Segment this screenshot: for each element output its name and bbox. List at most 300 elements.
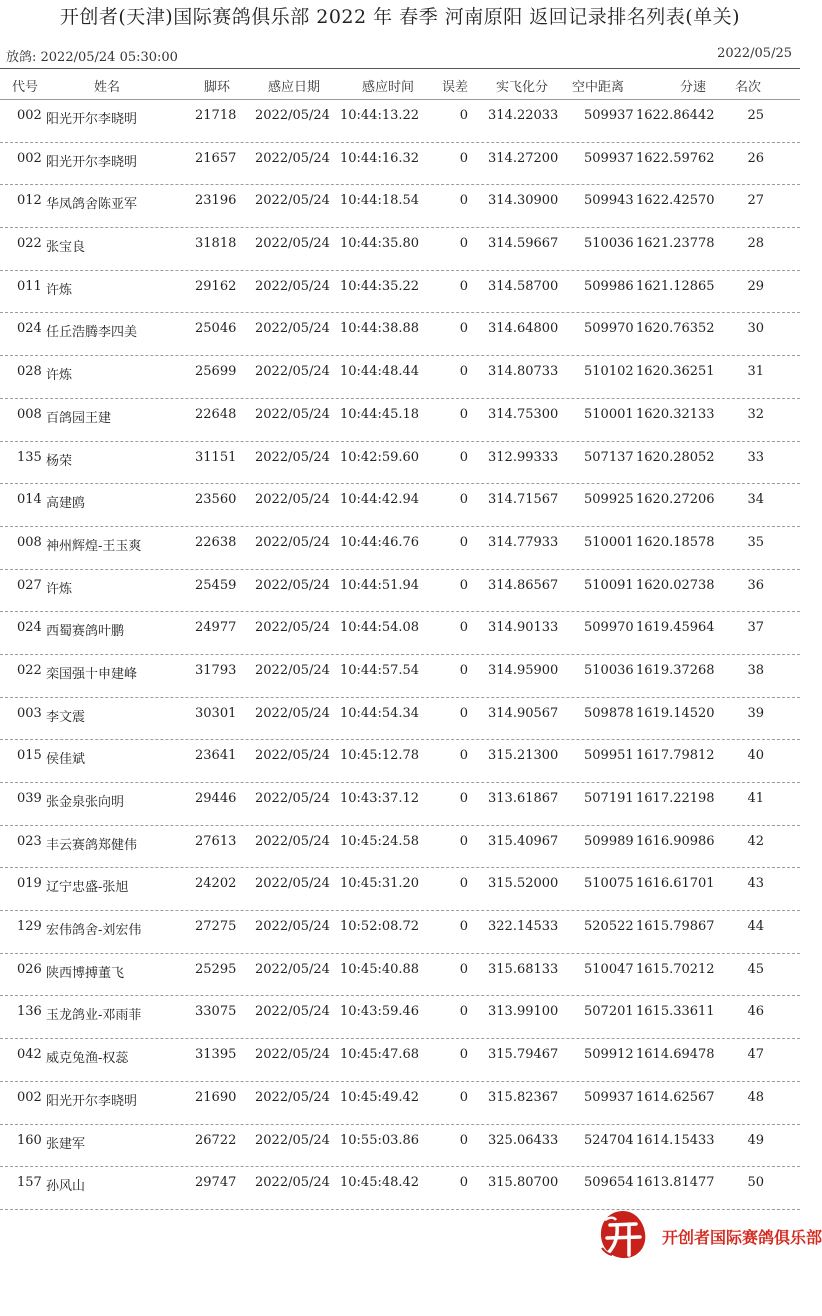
row-ring: 31151 (195, 449, 237, 465)
row-name: 张建军 (46, 1136, 86, 1152)
row-distance: 509654 (584, 1175, 634, 1191)
row-rank: 35 (747, 534, 764, 550)
row-name: 杨荣 (46, 453, 73, 469)
row-flight-minutes: 314.59667 (488, 236, 559, 252)
row-distance: 510001 (584, 406, 634, 422)
row-speed: 1617.22198 (636, 791, 715, 806)
row-distance: 510075 (584, 876, 634, 892)
row-name: 华凤鸽舍陈亚军 (46, 197, 138, 213)
row-time: 10:44:42.94 (340, 492, 420, 508)
row-ring: 25459 (195, 577, 237, 593)
row-distance: 510102 (584, 364, 634, 380)
row-error: 0 (459, 1004, 468, 1020)
row-date: 2022/05/24 (255, 236, 330, 252)
row-date: 2022/05/24 (255, 492, 330, 508)
row-distance: 520522 (584, 919, 634, 935)
row-speed: 1622.59762 (636, 150, 715, 166)
row-time: 10:44:54.34 (340, 705, 420, 721)
row-ring: 29747 (195, 1175, 237, 1191)
results-table-body (0, 100, 800, 1210)
column-header-time: 感应时间 (362, 80, 415, 95)
row-code: 002 (17, 150, 42, 166)
row-flight-minutes: 325.06433 (488, 1132, 559, 1148)
row-speed: 1619.37268 (636, 662, 715, 678)
row-name: 张宝良 (46, 240, 86, 256)
row-error: 0 (459, 236, 468, 252)
row-error: 0 (459, 534, 468, 550)
table-row (0, 484, 800, 527)
row-speed: 1620.36251 (636, 364, 715, 380)
row-ring: 27613 (195, 833, 237, 849)
row-date: 2022/05/24 (255, 577, 330, 593)
row-code: 157 (17, 1175, 42, 1191)
table-row (0, 356, 800, 399)
row-date: 2022/05/24 (255, 705, 330, 721)
row-speed: 1620.32133 (636, 406, 715, 422)
row-ring: 24202 (195, 876, 237, 892)
row-name: 许炼 (46, 581, 73, 597)
row-code: 022 (17, 236, 42, 252)
row-date: 2022/05/24 (255, 1175, 330, 1191)
row-ring: 23560 (195, 492, 237, 508)
row-code: 003 (17, 705, 42, 721)
row-name: 神州辉煌-王玉爽 (46, 538, 142, 554)
row-time: 10:44:46.76 (340, 534, 420, 550)
row-ring: 29162 (195, 278, 237, 294)
row-flight-minutes: 315.79467 (488, 1047, 559, 1063)
row-distance: 509970 (584, 321, 634, 337)
table-row (0, 185, 800, 228)
row-code: 160 (17, 1132, 42, 1148)
row-speed: 1614.15433 (636, 1132, 715, 1148)
row-distance: 509989 (584, 833, 634, 849)
row-rank: 49 (747, 1132, 764, 1148)
row-name: 栾国强十申建峰 (46, 666, 138, 682)
row-code: 026 (17, 961, 42, 977)
row-rank: 48 (747, 1089, 764, 1105)
row-ring: 21657 (195, 150, 237, 166)
row-date: 2022/05/24 (255, 1004, 330, 1020)
row-code: 028 (17, 364, 42, 380)
row-time: 10:44:16.32 (340, 150, 420, 166)
table-row (0, 954, 800, 997)
club-logo-icon (596, 1208, 650, 1262)
row-ring: 33075 (195, 1004, 237, 1020)
row-flight-minutes: 314.75300 (488, 406, 559, 422)
row-date: 2022/05/24 (255, 449, 330, 465)
row-ring: 26722 (195, 1132, 237, 1148)
row-time: 10:44:54.08 (340, 620, 420, 636)
row-date: 2022/05/24 (255, 919, 330, 935)
row-code: 135 (17, 449, 42, 465)
row-speed: 1620.76352 (636, 321, 715, 337)
row-ring: 25046 (195, 321, 237, 337)
print-date: 2022/05/25 (717, 46, 792, 61)
row-date: 2022/05/24 (255, 321, 330, 337)
row-distance: 507191 (584, 791, 634, 806)
page-title: 开创者(天津)国际赛鸽俱乐部 2022 年 春季 河南原阳 返回记录排名列表(单关) (59, 6, 741, 28)
row-code: 022 (17, 662, 42, 678)
row-flight-minutes: 314.77933 (488, 534, 559, 550)
table-row (0, 570, 800, 613)
row-name: 孙风山 (46, 1179, 86, 1195)
row-error: 0 (459, 748, 468, 764)
row-error: 0 (459, 108, 468, 123)
row-rank: 42 (747, 833, 764, 849)
row-distance: 509986 (584, 278, 634, 294)
row-date: 2022/05/24 (255, 534, 330, 550)
row-flight-minutes: 314.30900 (488, 193, 559, 209)
table-row (0, 783, 800, 826)
column-header-date: 感应日期 (268, 80, 321, 95)
column-header-code: 代号 (12, 80, 39, 95)
row-time: 10:45:49.42 (340, 1089, 420, 1105)
row-distance: 509912 (584, 1047, 634, 1063)
row-date: 2022/05/24 (255, 406, 330, 422)
row-code: 136 (17, 1004, 42, 1020)
row-name: 陕西博搏董飞 (46, 965, 125, 981)
row-error: 0 (459, 620, 468, 636)
row-flight-minutes: 314.95900 (488, 662, 559, 678)
row-name: 任丘浩腾李四美 (46, 325, 138, 341)
row-speed: 1615.70212 (636, 961, 715, 977)
row-rank: 46 (747, 1004, 764, 1020)
row-ring: 21718 (195, 108, 237, 123)
row-distance: 509937 (584, 1089, 634, 1105)
row-code: 024 (17, 620, 42, 636)
table-row (0, 228, 800, 271)
row-distance: 510036 (584, 236, 634, 252)
table-row (0, 143, 800, 186)
row-time: 10:44:35.80 (340, 236, 420, 252)
row-ring: 22648 (195, 406, 237, 422)
row-flight-minutes: 314.64800 (488, 321, 559, 337)
row-speed: 1621.23778 (636, 236, 715, 252)
row-ring: 31793 (195, 662, 237, 678)
row-rank: 38 (747, 662, 764, 678)
row-error: 0 (459, 919, 468, 935)
row-distance: 509951 (584, 748, 634, 764)
row-time: 10:44:13.22 (340, 108, 420, 123)
row-date: 2022/05/24 (255, 961, 330, 977)
row-name: 玉龙鸽业-邓雨菲 (46, 1008, 142, 1024)
table-row (0, 612, 800, 655)
column-header-rank: 名次 (735, 80, 762, 95)
row-rank: 50 (747, 1175, 764, 1191)
row-date: 2022/05/24 (255, 1132, 330, 1148)
row-name: 高建鸥 (46, 496, 86, 512)
row-distance: 524704 (584, 1132, 634, 1148)
row-ring: 24977 (195, 620, 237, 636)
row-error: 0 (459, 449, 468, 465)
row-speed: 1614.69478 (636, 1047, 715, 1063)
table-row (0, 698, 800, 741)
row-error: 0 (459, 364, 468, 380)
row-distance: 510091 (584, 577, 634, 593)
row-name: 张金泉张向明 (46, 795, 125, 810)
row-error: 0 (459, 193, 468, 209)
row-ring: 31395 (195, 1047, 237, 1063)
row-error: 0 (459, 321, 468, 337)
row-rank: 41 (747, 791, 764, 806)
row-code: 008 (17, 406, 42, 422)
table-row (0, 826, 800, 869)
row-speed: 1615.33611 (636, 1004, 715, 1020)
row-time: 10:45:47.68 (340, 1047, 420, 1063)
row-date: 2022/05/24 (255, 833, 330, 849)
row-rank: 26 (747, 150, 764, 166)
table-row (0, 527, 800, 570)
row-distance: 510001 (584, 534, 634, 550)
row-time: 10:55:03.86 (340, 1132, 420, 1148)
table-row (0, 1167, 800, 1210)
row-name: 丰云赛鸽郑健伟 (46, 837, 138, 853)
row-rank: 32 (747, 406, 764, 422)
row-date: 2022/05/24 (255, 748, 330, 764)
row-flight-minutes: 314.71567 (488, 492, 559, 508)
row-time: 10:44:48.44 (340, 364, 420, 380)
table-row (0, 313, 800, 356)
row-code: 014 (17, 492, 42, 508)
row-name: 许炼 (46, 282, 73, 298)
table-header (0, 76, 800, 96)
row-time: 10:44:35.22 (340, 278, 420, 294)
row-error: 0 (459, 705, 468, 721)
row-distance: 510036 (584, 662, 634, 678)
row-distance: 509970 (584, 620, 634, 636)
row-code: 011 (17, 278, 42, 294)
row-flight-minutes: 315.21300 (488, 748, 559, 764)
row-speed: 1622.86442 (636, 108, 715, 123)
row-name: 威克兔渔-权蕊 (46, 1051, 129, 1067)
row-flight-minutes: 312.99333 (488, 449, 559, 465)
row-time: 10:44:18.54 (340, 193, 420, 209)
row-ring: 23641 (195, 748, 237, 764)
row-distance: 509925 (584, 492, 634, 508)
row-distance: 507137 (584, 449, 634, 465)
row-code: 012 (17, 193, 42, 209)
row-distance: 509943 (584, 193, 634, 209)
row-code: 002 (17, 1089, 42, 1105)
table-row (0, 740, 800, 783)
row-time: 10:43:59.46 (340, 1004, 420, 1020)
row-speed: 1620.18578 (636, 534, 715, 550)
row-time: 10:44:38.88 (340, 321, 420, 337)
row-distance: 510047 (584, 961, 634, 977)
row-date: 2022/05/24 (255, 108, 330, 123)
row-speed: 1622.42570 (636, 193, 715, 209)
row-name: 阳光开尔李晓明 (46, 112, 138, 127)
row-ring: 25699 (195, 364, 237, 380)
row-date: 2022/05/24 (255, 1089, 330, 1105)
row-rank: 45 (747, 961, 764, 977)
row-rank: 36 (747, 577, 764, 593)
row-error: 0 (459, 1175, 468, 1191)
row-flight-minutes: 314.86567 (488, 577, 559, 593)
row-name: 宏伟鸽舍-刘宏伟 (46, 923, 142, 939)
row-date: 2022/05/24 (255, 620, 330, 636)
row-name: 辽宁忠盛-张旭 (46, 880, 129, 896)
row-ring: 30301 (195, 705, 237, 721)
row-ring: 21690 (195, 1089, 237, 1105)
row-flight-minutes: 315.80700 (488, 1175, 559, 1191)
row-rank: 31 (747, 364, 764, 380)
column-header-ring: 脚环 (204, 80, 231, 95)
row-time: 10:45:40.88 (340, 961, 420, 977)
row-error: 0 (459, 833, 468, 849)
row-time: 10:43:37.12 (340, 791, 420, 806)
row-ring: 27275 (195, 919, 237, 935)
table-row (0, 868, 800, 911)
column-header-distance: 空中距离 (572, 80, 625, 95)
row-speed: 1620.02738 (636, 577, 715, 593)
row-code: 015 (17, 748, 42, 764)
club-logo (596, 1208, 822, 1268)
row-name: 侯佳斌 (46, 752, 86, 768)
row-name: 许炼 (46, 368, 73, 384)
row-distance: 507201 (584, 1004, 634, 1020)
row-distance: 509878 (584, 705, 634, 721)
row-speed: 1617.79812 (636, 748, 715, 764)
column-header-speed: 分速 (680, 80, 707, 95)
row-speed: 1614.62567 (636, 1089, 715, 1105)
row-ring: 31818 (195, 236, 237, 252)
row-time: 10:52:08.72 (340, 919, 420, 935)
row-name: 百鸽园王建 (46, 410, 112, 426)
row-code: 129 (17, 919, 42, 935)
row-flight-minutes: 315.52000 (488, 876, 559, 892)
row-flight-minutes: 314.58700 (488, 278, 559, 294)
row-rank: 30 (747, 321, 764, 337)
row-rank: 29 (747, 278, 764, 294)
row-code: 019 (17, 876, 42, 892)
table-row (0, 1039, 800, 1082)
row-ring: 23196 (195, 193, 237, 209)
row-code: 027 (17, 577, 42, 593)
table-row (0, 911, 800, 954)
row-speed: 1620.28052 (636, 449, 715, 465)
row-code: 039 (17, 791, 42, 806)
row-date: 2022/05/24 (255, 193, 330, 209)
row-rank: 28 (747, 236, 764, 252)
column-header-error: 误差 (442, 80, 469, 95)
row-error: 0 (459, 406, 468, 422)
row-time: 10:44:51.94 (340, 577, 420, 593)
row-time: 10:45:12.78 (340, 748, 420, 764)
row-name: 李文震 (46, 709, 86, 725)
row-time: 10:45:24.58 (340, 833, 420, 849)
release-time: 放鸽: 2022/05/24 05:30:00 (6, 50, 178, 65)
row-code: 023 (17, 833, 42, 849)
club-logo-text: 开创者国际赛鸽俱乐部 (662, 1228, 822, 1247)
row-error: 0 (459, 876, 468, 892)
row-flight-minutes: 322.14533 (488, 919, 559, 935)
row-speed: 1620.27206 (636, 492, 715, 508)
row-ring: 22638 (195, 534, 237, 550)
row-time: 10:44:57.54 (340, 662, 420, 678)
row-speed: 1615.79867 (636, 919, 715, 935)
row-rank: 25 (747, 108, 764, 123)
row-rank: 34 (747, 492, 764, 508)
row-flight-minutes: 315.68133 (488, 961, 559, 977)
row-error: 0 (459, 1132, 468, 1148)
table-row (0, 271, 800, 314)
row-rank: 27 (747, 193, 764, 209)
table-row (0, 996, 800, 1039)
row-error: 0 (459, 492, 468, 508)
row-date: 2022/05/24 (255, 876, 330, 892)
row-speed: 1616.90986 (636, 833, 715, 849)
row-rank: 33 (747, 449, 764, 465)
row-date: 2022/05/24 (255, 662, 330, 678)
row-flight-minutes: 315.40967 (488, 833, 559, 849)
row-ring: 29446 (195, 791, 237, 806)
row-name: 阳光开尔李晓明 (46, 154, 138, 170)
table-row (0, 1082, 800, 1125)
row-time: 10:42:59.60 (340, 449, 420, 465)
column-header-name: 姓名 (94, 80, 121, 95)
row-time: 10:45:31.20 (340, 876, 420, 892)
row-name: 西蜀赛鸽叶鹏 (46, 624, 125, 640)
row-rank: 47 (747, 1047, 764, 1063)
table-row (0, 655, 800, 698)
row-rank: 37 (747, 620, 764, 636)
row-date: 2022/05/24 (255, 150, 330, 166)
row-error: 0 (459, 662, 468, 678)
row-flight-minutes: 314.80733 (488, 364, 559, 380)
row-date: 2022/05/24 (255, 1047, 330, 1063)
row-flight-minutes: 315.82367 (488, 1089, 559, 1105)
row-date: 2022/05/24 (255, 791, 330, 806)
row-date: 2022/05/24 (255, 278, 330, 294)
row-flight-minutes: 314.27200 (488, 150, 559, 166)
row-ring: 25295 (195, 961, 237, 977)
row-error: 0 (459, 150, 468, 166)
table-row (0, 100, 800, 143)
row-speed: 1616.61701 (636, 876, 715, 892)
row-error: 0 (459, 1089, 468, 1105)
row-error: 0 (459, 961, 468, 977)
row-date: 2022/05/24 (255, 364, 330, 380)
row-flight-minutes: 314.90567 (488, 705, 559, 721)
row-rank: 44 (747, 919, 764, 935)
row-speed: 1619.45964 (636, 620, 715, 636)
row-error: 0 (459, 1047, 468, 1063)
row-flight-minutes: 313.61867 (488, 791, 559, 806)
row-speed: 1619.14520 (636, 705, 715, 721)
header-divider (0, 68, 800, 69)
row-speed: 1613.81477 (636, 1175, 715, 1191)
row-time: 10:44:45.18 (340, 406, 420, 422)
row-code: 042 (17, 1047, 42, 1063)
row-flight-minutes: 314.90133 (488, 620, 559, 636)
row-rank: 39 (747, 705, 764, 721)
row-distance: 509937 (584, 108, 634, 123)
column-header-flight-minutes: 实飞化分 (496, 80, 549, 95)
row-code: 002 (17, 108, 42, 123)
row-error: 0 (459, 577, 468, 593)
row-name: 阳光开尔李晓明 (46, 1093, 138, 1109)
row-time: 10:45:48.42 (340, 1175, 420, 1191)
row-rank: 43 (747, 876, 764, 892)
table-row (0, 1125, 800, 1168)
table-row (0, 442, 800, 485)
row-distance: 509937 (584, 150, 634, 166)
row-rank: 40 (747, 748, 764, 764)
row-code: 008 (17, 534, 42, 550)
row-error: 0 (459, 791, 468, 806)
row-code: 024 (17, 321, 42, 337)
